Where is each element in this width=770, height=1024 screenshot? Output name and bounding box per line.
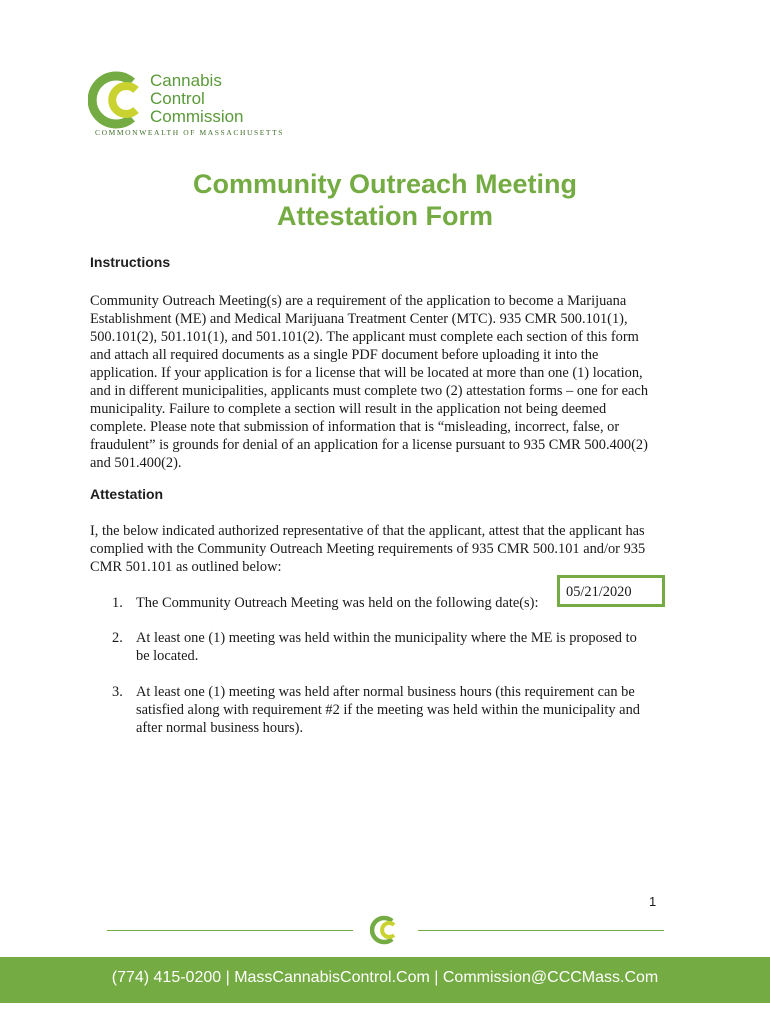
instructions-paragraph <box>90 292 682 472</box>
instructions-line: Establishment (ME) and Medical Marijuana Treatment Center (MTC). 935 CMR 500.101(1), <box>90 311 628 327</box>
meeting-date-field[interactable]: 05/21/2020 <box>557 575 665 607</box>
footer-contact-text: (774) 415-0200 | MassCannabisControl.Com | Commission@CCCMass.Com <box>111 969 659 986</box>
instructions-line: complete. Please note that submission of information that is “misleading, incorrect, false, or <box>90 419 620 435</box>
attestation-paragraph <box>90 522 682 576</box>
item-line: At least one (1) meeting was held within the municipality where the ME is proposed to <box>136 630 637 646</box>
instructions-heading: Instructions <box>90 254 171 270</box>
instructions-line: and in different municipalities, applicants must complete two (2) attestation forms – one for each <box>90 383 649 399</box>
instructions-line: and attach all required documents as a single PDF document before uploading it into the <box>90 347 599 363</box>
attestation-line: I, the below indicated authorized representative of that the applicant, attest that the applicant has <box>90 523 645 539</box>
instructions-line: application. If your application is for a license that will be located at more than one (1) location, <box>90 365 643 381</box>
page-title <box>0 168 770 232</box>
item-text <box>136 629 672 665</box>
attestation-line: CMR 501.101 as outlined below: <box>90 559 282 575</box>
instructions-line: 500.101(2), 501.101(1), and 501.101(2). The applicant must complete each section of this form <box>90 329 639 345</box>
instructions-line: and 501.400(2). <box>90 455 182 471</box>
item-line: The Community Outreach Meeting was held on the following date(s): <box>136 595 539 611</box>
item-line: be located. <box>136 648 199 664</box>
logo-line-3: Commission <box>150 107 244 126</box>
item-line: satisfied along with requirement #2 if the meeting was held within the municipality and <box>136 702 640 718</box>
footer-band <box>0 957 770 1003</box>
instructions-line: fraudulent” is grounds for denial of an application for a license pursuant to 935 CMR 500.400(2) <box>90 437 648 453</box>
logo-line-1: Cannabis <box>150 71 222 90</box>
footer-divider-left <box>107 930 353 931</box>
title-line-2: Attestation Form <box>277 201 493 231</box>
item-line: At least one (1) meeting was held after normal business hours (this requirement can be <box>136 684 635 700</box>
attestation-heading: Attestation <box>90 486 164 502</box>
item-number: 3. <box>112 684 123 700</box>
item-number: 2. <box>112 630 123 646</box>
instructions-line: municipality. Failure to complete a section will result in the application not being deemed <box>90 401 607 417</box>
item-text <box>136 683 672 737</box>
logo-subtitle: COMMONWEALTH OF MASSACHUSETTS <box>95 128 285 137</box>
header-logo <box>88 70 285 140</box>
logo-wordmark <box>150 72 244 126</box>
attestation-line: complied with the Community Outreach Meeting requirements of 935 CMR 500.101 and/or 935 <box>90 541 646 557</box>
instructions-line: Community Outreach Meeting(s) are a requirement of the application to become a Marijuana <box>90 293 627 309</box>
item-line: after normal business hours). <box>136 720 304 736</box>
item-number: 1. <box>112 595 123 611</box>
footer-divider-right <box>418 930 664 931</box>
ccc-footer-logo-icon <box>370 915 400 945</box>
ccc-logo-icon <box>88 70 148 130</box>
title-line-1: Community Outreach Meeting <box>192 169 578 199</box>
page-number: 1 <box>649 894 657 909</box>
logo-line-2: Control <box>150 89 205 108</box>
